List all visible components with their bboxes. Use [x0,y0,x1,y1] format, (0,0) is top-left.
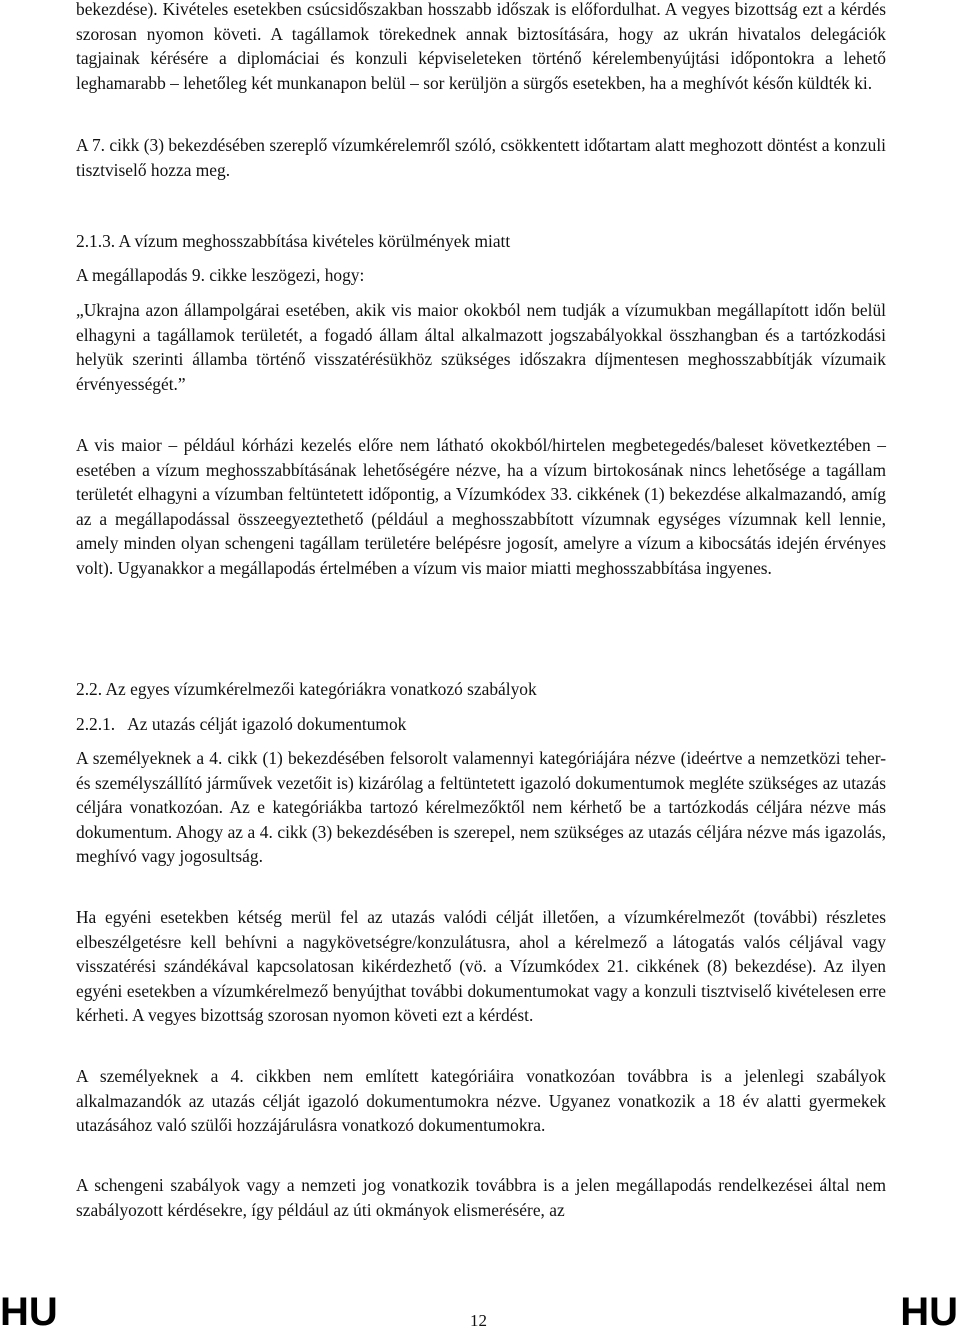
paragraph-visa-processing: bekezdése). Kivételes esetekben csúcsidőszakban hosszabb időszak is előfordulhat. A vegyes bizottság ezt a kérdés szorosan nyomon követi. A tagállamok törekednek annak biztosítására, hogy az ukrán hivatalos delegációk tagjainak kérésére a diplomáciai és konzuli képviseleteken történő kérelembenyújtási időpontokra a lehető leghamarabb – lehetőleg két munkanapon belül – sor kerüljön a sürgős esetekben, ha a meghívót későn küldték ki. [76,0,886,93]
section-heading-2-2: 2.2. Az egyes vízumkérelmezői kategóriákra vonatkozó szabályok [76,679,537,699]
paragraph-doubtful-cases: Ha egyéni esetekben kétség merül fel az utazás valódi célját illetően, a vízumkérelmezőt (további) részletes elbeszélgetésre kell behívni a nagykövetségre/konzulátusra, ahol a kérelmező a látogatás valós céljával vagy visszatérési szándékával kapcsolatosan kikérdezhető (vö. a Vízumkódex 21. cikkének (8) bekezdése). Az ilyen egyéni esetekben a vízumkérelmező benyújthat további dokumentumokat vagy a konzuli tisztviselő kivételesen erre kérheti. A vegyes bizottság szorosan nyomon követi ezt a kérdést. [76,907,886,1025]
footer-language-left: HU [0,1290,58,1334]
page-number: 12 [470,1311,487,1330]
paragraph-other-categories: A személyeknek a 4. cikkben nem említett kategóriáira vonatkozóan továbbra is a jelenlegi szabályok alkalmazandók az utazás célját igazoló dokumentumokra nézve. Ugyanez vonatkozik a 18 év alatti gyermekek utazásához való szülői hozzájárulásra vonatkozó dokumentumokra. [76,1066,886,1135]
paragraph-article-4-categories: A személyeknek a 4. cikk (1) bekezdésében felsorolt valamennyi kategóriájára nézve (ideértve a nemzetközi teher- és személyszállító járművek vezetőit is) kizárólag a feltüntetett igazoló dokumentumok megléte szükséges az utazás céljára vonatkozóan. Az e kategóriákba tartozó kérelmezőktől nem kérhető be a tartózkodás céljára nézve más dokumentum. Ahogy az a 4. cikk (3) bekezdésében is szerepel, nem szükséges az utazás céljára nézve más igazolás, meghívó vagy jogosultság. [76,748,886,866]
paragraph-schengen-rules: A schengeni szabályok vagy a nemzeti jog vonatkozik továbbra is a jelen megállapodás rendelkezései által nem szabályozott kérdésekre, így például az úti okmányok elismerésére, az [76,1175,886,1220]
section-heading-2-2-1: 2.2.1. Az utazás célját igazoló dokumentumok [76,714,407,734]
quote-article-9: „Ukrajna azon állampolgárai esetében, akik vis maior okokból nem tudják a vízumukban megállapított időn belül elhagyni a tagállamok területét, a fogadó állam által alkalmazott jogszabályokkal összhangban és a tartózkodási helyük szerinti államba történő visszatérésükhöz szükséges időszakra díjmentesen meghosszabbítják vízumaik érvényességét.” [76,300,886,394]
paragraph-reduced-time-decision: A 7. cikk (3) bekezdésében szereplő vízumkérelemről szóló, csökkentett időtartam alatt meghozott döntést a konzuli tisztviselő hozza meg. [76,135,886,180]
paragraph-article-9-intro: A megállapodás 9. cikke leszögezi, hogy: [76,265,365,285]
paragraph-force-majeure: A vis maior – például kórházi kezelés előre nem látható okokból/hirtelen megbetegedés/baleset következtében – esetében a vízum meghosszabbításának lehetőségére nézve, ha a vízum birtokosának nincs lehetősége a tagállam területét elhagyni a vízumban feltüntetett időpontig, a Vízumkódex 33. cikkének (1) bekezdése alkalmazandó, amíg az a megállapodással összeegyeztethető (például a meghosszabbított vízumnak egységes vízumnak kell lennie, amely minden olyan schengeni tagállam területére belépésre jogosít, amelyre a vízum a kibocsátás idején érvényes volt). Ugyanakkor a megállapodás értelmében a vízum vis maior miatti meghosszabbítása ingyenes. [76,435,886,578]
section-heading-2-1-3: 2.1.3. A vízum meghosszabbítása kivételes körülmények miatt [76,231,511,251]
footer-language-right: HU [900,1290,958,1334]
